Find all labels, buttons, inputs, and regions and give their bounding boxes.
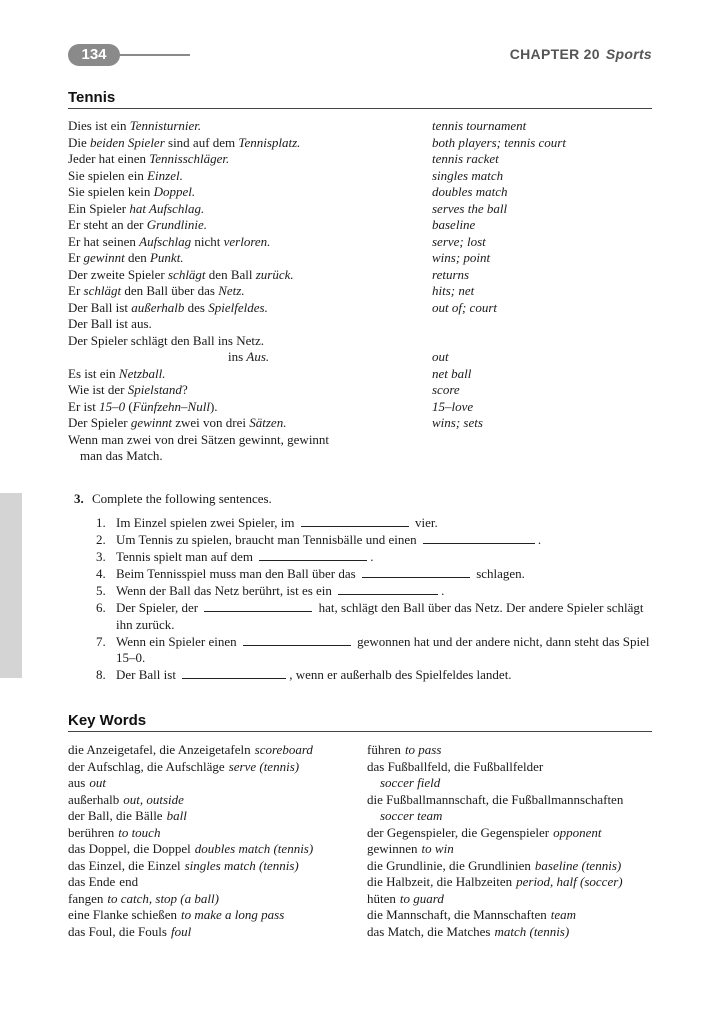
sentence-text: zwei von drei — [171, 415, 250, 430]
keyword-german: aus — [68, 775, 86, 790]
keyword-item — [68, 924, 364, 941]
item-text: . — [370, 549, 374, 564]
vocab-row — [68, 267, 652, 284]
keyword-item — [367, 858, 657, 875]
keyword-item — [367, 825, 657, 842]
sentence-text: Wenn man zwei von drei Sätzen gewinnt, gewinnt — [68, 431, 330, 447]
keyword-german: die Fußballmannschaft, die Fußballmannschaften — [367, 791, 624, 807]
english-gloss: tennis tournament — [432, 118, 527, 133]
sentence-text: ? — [181, 382, 188, 397]
keyword-item — [367, 891, 657, 908]
keyword-english: serve (tennis) — [228, 758, 300, 774]
item-number: 5. — [96, 583, 106, 598]
item-text: Der Spieler, der — [116, 600, 202, 615]
exercise-item — [74, 566, 654, 583]
english-gloss: wins; point — [432, 250, 491, 265]
vocab-row — [68, 300, 652, 317]
chapter-heading — [510, 46, 652, 62]
english-gloss: out of; court — [432, 299, 497, 315]
keyword-item — [367, 792, 657, 809]
tennis-vocabulary-list — [68, 118, 652, 465]
vocab-row — [68, 250, 652, 267]
vocab-row — [68, 168, 652, 185]
item-text: Wenn der Ball das Netz berührt, ist es ein — [116, 583, 336, 598]
keyword-german: das Einzel, die Einzel — [68, 857, 181, 873]
item-text: vier. — [411, 515, 438, 530]
english-gloss: serve; lost — [432, 233, 486, 249]
vocab-term: Sätzen. — [249, 415, 287, 430]
vocab-row — [68, 234, 652, 251]
vocab-row — [68, 415, 652, 432]
german-sentence — [68, 283, 245, 300]
vocab-row — [68, 366, 652, 383]
english-gloss: both players; tennis court — [432, 134, 566, 150]
key-words-title: Key Words — [68, 712, 147, 729]
sentence-text: ). — [209, 398, 218, 414]
sentence-text: Der Ball ist — [68, 299, 132, 315]
vocab-term: Punkt. — [149, 250, 184, 265]
item-text: Um Tennis zu spielen, braucht man Tennisbälle und einen — [116, 532, 420, 547]
keyword-english: to pass — [404, 742, 442, 757]
sentence-text: Jeder hat einen — [68, 151, 150, 166]
english-gloss: 15–love — [432, 398, 474, 414]
item-text: Im Einzel spielen zwei Spieler, im — [116, 515, 298, 530]
item-text: Der Ball ist — [116, 667, 180, 682]
keyword-german: berühren — [68, 824, 115, 840]
vocab-row — [68, 283, 652, 300]
answer-blank[interactable] — [204, 601, 312, 612]
german-sentence — [68, 399, 218, 416]
german-sentence — [68, 217, 207, 234]
item-text: schlagen. — [472, 566, 525, 581]
sentence-text: des — [184, 299, 209, 315]
german-sentence — [68, 349, 269, 366]
keyword-german: hüten — [367, 890, 396, 906]
german-sentence — [68, 432, 329, 449]
english-gloss: doubles match — [432, 184, 508, 199]
sentence-text: Es ist ein — [68, 365, 119, 381]
keyword-english: opponent — [553, 824, 602, 840]
vocab-term: Grundlinie. — [146, 217, 208, 232]
item-number: 2. — [96, 532, 106, 547]
chapter-label: CHAPTER 20 — [509, 46, 600, 62]
item-text: hat, schlägt den Ball über das Netz. Der andere Spieler schlägt ihn zurück. — [116, 600, 644, 632]
vocab-row — [68, 399, 652, 416]
german-sentence — [68, 415, 286, 432]
english-gloss: tennis racket — [432, 151, 499, 166]
sentence-text: Er — [68, 250, 84, 265]
german-sentence — [68, 448, 163, 465]
sentence-text: Er steht an der — [68, 217, 147, 232]
sentence-text: sind auf dem — [164, 134, 239, 150]
vocab-term: Doppel. — [153, 184, 196, 199]
vocab-term: 15–0 — [99, 398, 126, 414]
item-text: . — [537, 532, 542, 547]
sentence-text: Er ist — [68, 398, 100, 414]
exercise-instruction: Complete the following sentences. — [92, 491, 272, 506]
sentence-text: nicht — [191, 233, 224, 249]
sentence-text: Sie spielen ein — [68, 167, 148, 183]
keyword-english: doubles match (tennis) — [194, 841, 314, 856]
keyword-german: das Fußballfeld, die Fußballfelder — [367, 758, 544, 774]
keyword-english: to touch — [118, 824, 161, 840]
exercise-item — [74, 583, 654, 600]
keyword-english: baseline (tennis) — [534, 857, 622, 873]
english-gloss: returns — [432, 266, 470, 282]
answer-blank[interactable] — [243, 635, 351, 646]
keyword-english: singles match (tennis) — [184, 857, 299, 873]
english-gloss: serves the ball — [432, 200, 508, 216]
answer-blank[interactable] — [362, 567, 470, 578]
keyword-item — [68, 874, 364, 891]
key-words-right-column — [367, 742, 657, 940]
vocab-term: gewinnt — [130, 415, 172, 430]
keyword-item — [68, 792, 364, 809]
keyword-german: außerhalb — [68, 791, 120, 807]
vocab-row — [68, 432, 652, 449]
item-number: 3. — [96, 549, 106, 564]
vocab-term: beiden Spieler — [90, 134, 165, 150]
vocab-term: schlägt — [83, 283, 122, 298]
keyword-german: der Aufschlag, die Aufschläge — [68, 758, 225, 774]
vocab-row — [68, 135, 652, 152]
keyword-german: fangen — [68, 890, 104, 906]
exercise-item — [74, 600, 654, 633]
item-text: Tennis spielt man auf dem — [116, 549, 257, 564]
keyword-item — [367, 907, 657, 924]
answer-blank[interactable] — [301, 516, 409, 527]
german-sentence — [68, 267, 294, 284]
keyword-german: der Ball, die Bälle — [68, 808, 163, 823]
english-gloss: score — [432, 382, 460, 397]
keyword-german: führen — [367, 742, 401, 757]
keyword-item — [68, 841, 364, 858]
exercise-item — [74, 549, 654, 566]
vocab-term: Spielfeldes. — [208, 299, 268, 315]
item-text: Beim Tennisspiel muss man den Ball über das — [116, 566, 359, 581]
german-sentence — [68, 201, 204, 218]
german-sentence — [68, 366, 166, 383]
sentence-text: Der Ball ist aus. — [68, 316, 152, 331]
german-sentence — [68, 168, 183, 185]
keyword-item — [367, 841, 657, 858]
keyword-german: eine Flanke schießen — [68, 907, 178, 922]
page-edge-tab — [0, 493, 22, 678]
keyword-english: to catch, stop (a ball) — [107, 890, 219, 906]
sentence-text: Dies ist ein — [68, 118, 130, 133]
item-text: . — [441, 583, 445, 598]
item-number: 4. — [96, 566, 106, 581]
sentence-text: Der Spieler — [68, 415, 131, 430]
sentence-text: ins — [228, 349, 247, 364]
sentence-text: Die — [68, 134, 91, 150]
keyword-item — [68, 825, 364, 842]
item-text: gewonnen hat und der andere nicht, dann steht das Spiel 15–0. — [116, 633, 650, 665]
vocab-term: Einzel. — [147, 167, 183, 183]
vocab-row — [68, 316, 652, 333]
chapter-title: Sports — [605, 46, 652, 62]
keyword-german: die Halbzeit, die Halbzeiten — [367, 874, 513, 889]
keyword-english: match (tennis) — [494, 923, 570, 939]
vocab-term: Tennisplatz. — [238, 134, 301, 150]
answer-blank[interactable] — [338, 584, 438, 595]
keyword-item — [68, 907, 364, 924]
item-number: 7. — [96, 633, 106, 649]
exercise-item — [74, 634, 654, 667]
keyword-item — [367, 759, 657, 776]
keyword-item — [367, 924, 657, 941]
answer-blank[interactable] — [423, 533, 535, 544]
keyword-item — [367, 742, 657, 759]
item-number: 6. — [96, 600, 106, 615]
vocab-term: Aufschlag — [139, 233, 192, 249]
vocab-term: Netzball. — [118, 365, 166, 381]
sentence-text: Sie spielen kein — [68, 184, 154, 199]
vocab-term: Tennisturnier. — [129, 118, 202, 133]
german-sentence — [68, 118, 201, 135]
vocab-term: gewinnt — [83, 250, 125, 265]
exercise-item — [74, 532, 654, 549]
keyword-item — [68, 742, 364, 759]
keyword-item — [68, 775, 364, 792]
vocab-term: Spielstand — [127, 382, 182, 397]
key-words-rule — [68, 731, 652, 732]
sentence-text: Wie ist der — [68, 382, 128, 397]
sentence-text: Er — [68, 283, 84, 298]
exercise-items — [74, 515, 654, 684]
keyword-english: scoreboard — [254, 742, 313, 757]
vocab-term: Netz. — [218, 283, 245, 298]
page-number-badge: 134 — [68, 44, 120, 66]
keyword-german: das Match, die Matches — [367, 923, 491, 939]
page-header — [68, 44, 652, 66]
vocab-term: Aus. — [246, 349, 270, 364]
german-sentence — [68, 333, 264, 350]
sentence-text: den Ball — [205, 266, 256, 282]
vocab-row — [68, 349, 652, 366]
keyword-english: soccer team — [380, 808, 443, 823]
german-sentence — [68, 300, 268, 317]
keyword-english: out — [89, 775, 106, 790]
exercise-item — [74, 667, 654, 684]
keyword-item — [367, 775, 657, 792]
sentence-text: den Ball über das — [121, 283, 219, 298]
german-sentence — [68, 234, 270, 251]
sentence-text: ( — [125, 398, 133, 414]
vocab-term: verloren. — [223, 233, 271, 249]
english-gloss: baseline — [432, 217, 476, 232]
keyword-german: das Ende — [68, 874, 116, 889]
answer-blank[interactable] — [182, 668, 286, 679]
item-number: 8. — [96, 667, 106, 682]
exercise-number: 3. — [74, 491, 84, 506]
keyword-english: to make a long pass — [181, 907, 285, 922]
vocab-row — [68, 118, 652, 135]
english-gloss: out — [432, 349, 449, 364]
german-sentence — [68, 316, 152, 333]
keyword-item — [367, 874, 657, 891]
vocab-term: außerhalb — [131, 299, 185, 315]
keyword-english: end — [119, 874, 139, 889]
german-sentence — [68, 135, 300, 152]
vocab-term: zurück. — [255, 266, 294, 282]
item-number: 1. — [96, 515, 106, 530]
keyword-german: die Mannschaft, die Mannschaften — [367, 907, 547, 922]
keyword-english: to guard — [399, 890, 444, 906]
vocab-row — [68, 151, 652, 168]
exercise-heading — [74, 490, 654, 507]
item-text: Wenn ein Spieler einen — [116, 633, 240, 649]
keyword-item — [68, 891, 364, 908]
sentence-text: Der Spieler schlägt den Ball ins Netz. — [68, 332, 265, 348]
keyword-item — [367, 808, 657, 825]
sentence-text: Ein Spieler — [68, 200, 130, 216]
keyword-english: team — [550, 907, 577, 922]
vocab-term: hat Aufschlag. — [129, 200, 205, 216]
vocab-row — [68, 382, 652, 399]
german-sentence — [68, 184, 195, 201]
keyword-german: gewinnen — [367, 841, 418, 856]
exercise-item — [74, 515, 654, 532]
exercise-3 — [74, 490, 654, 684]
tennis-title-rule — [68, 108, 652, 109]
keyword-german: das Doppel, die Doppel — [68, 841, 191, 856]
item-text: , wenn er außerhalb des Spielfeldes landet. — [289, 667, 512, 682]
vocab-term: schlägt — [167, 266, 206, 282]
english-gloss: hits; net — [432, 283, 475, 298]
keyword-item — [68, 858, 364, 875]
german-sentence — [68, 151, 229, 168]
english-gloss: singles match — [432, 167, 504, 183]
keyword-german: der Gegenspieler, die Gegenspieler — [367, 824, 550, 840]
answer-blank[interactable] — [259, 550, 367, 561]
vocab-row — [68, 448, 652, 465]
keyword-english: period, half (soccer) — [516, 874, 623, 889]
keyword-german: die Anzeigetafel, die Anzeigetafeln — [68, 742, 251, 757]
english-gloss: net ball — [432, 365, 472, 381]
keyword-english: to win — [421, 841, 454, 856]
keyword-item — [68, 808, 364, 825]
keyword-english: out, outside — [123, 791, 184, 807]
vocab-term: Tennisschläger. — [149, 151, 230, 166]
german-sentence — [68, 250, 184, 267]
vocab-row — [68, 217, 652, 234]
keyword-german: die Grundlinie, die Grundlinien — [367, 857, 531, 873]
sentence-text: Der zweite Spieler — [68, 266, 168, 282]
vocab-term: Fünfzehn–Null — [132, 398, 210, 414]
german-sentence — [68, 382, 188, 399]
keyword-english: foul — [170, 923, 192, 939]
sentence-text: man das Match. — [80, 448, 163, 463]
keyword-item — [68, 759, 364, 776]
key-words-left-column — [68, 742, 364, 940]
english-gloss: wins; sets — [432, 415, 483, 430]
keyword-english: ball — [166, 808, 187, 823]
vocab-row — [68, 184, 652, 201]
header-rule — [118, 54, 190, 56]
tennis-section-title: Tennis — [68, 89, 116, 106]
vocab-row — [68, 333, 652, 350]
sentence-text: Er hat seinen — [68, 233, 140, 249]
keyword-german: das Foul, die Fouls — [68, 923, 167, 939]
sentence-text: den — [124, 250, 150, 265]
keyword-english: soccer field — [380, 775, 441, 790]
vocab-row — [68, 201, 652, 218]
